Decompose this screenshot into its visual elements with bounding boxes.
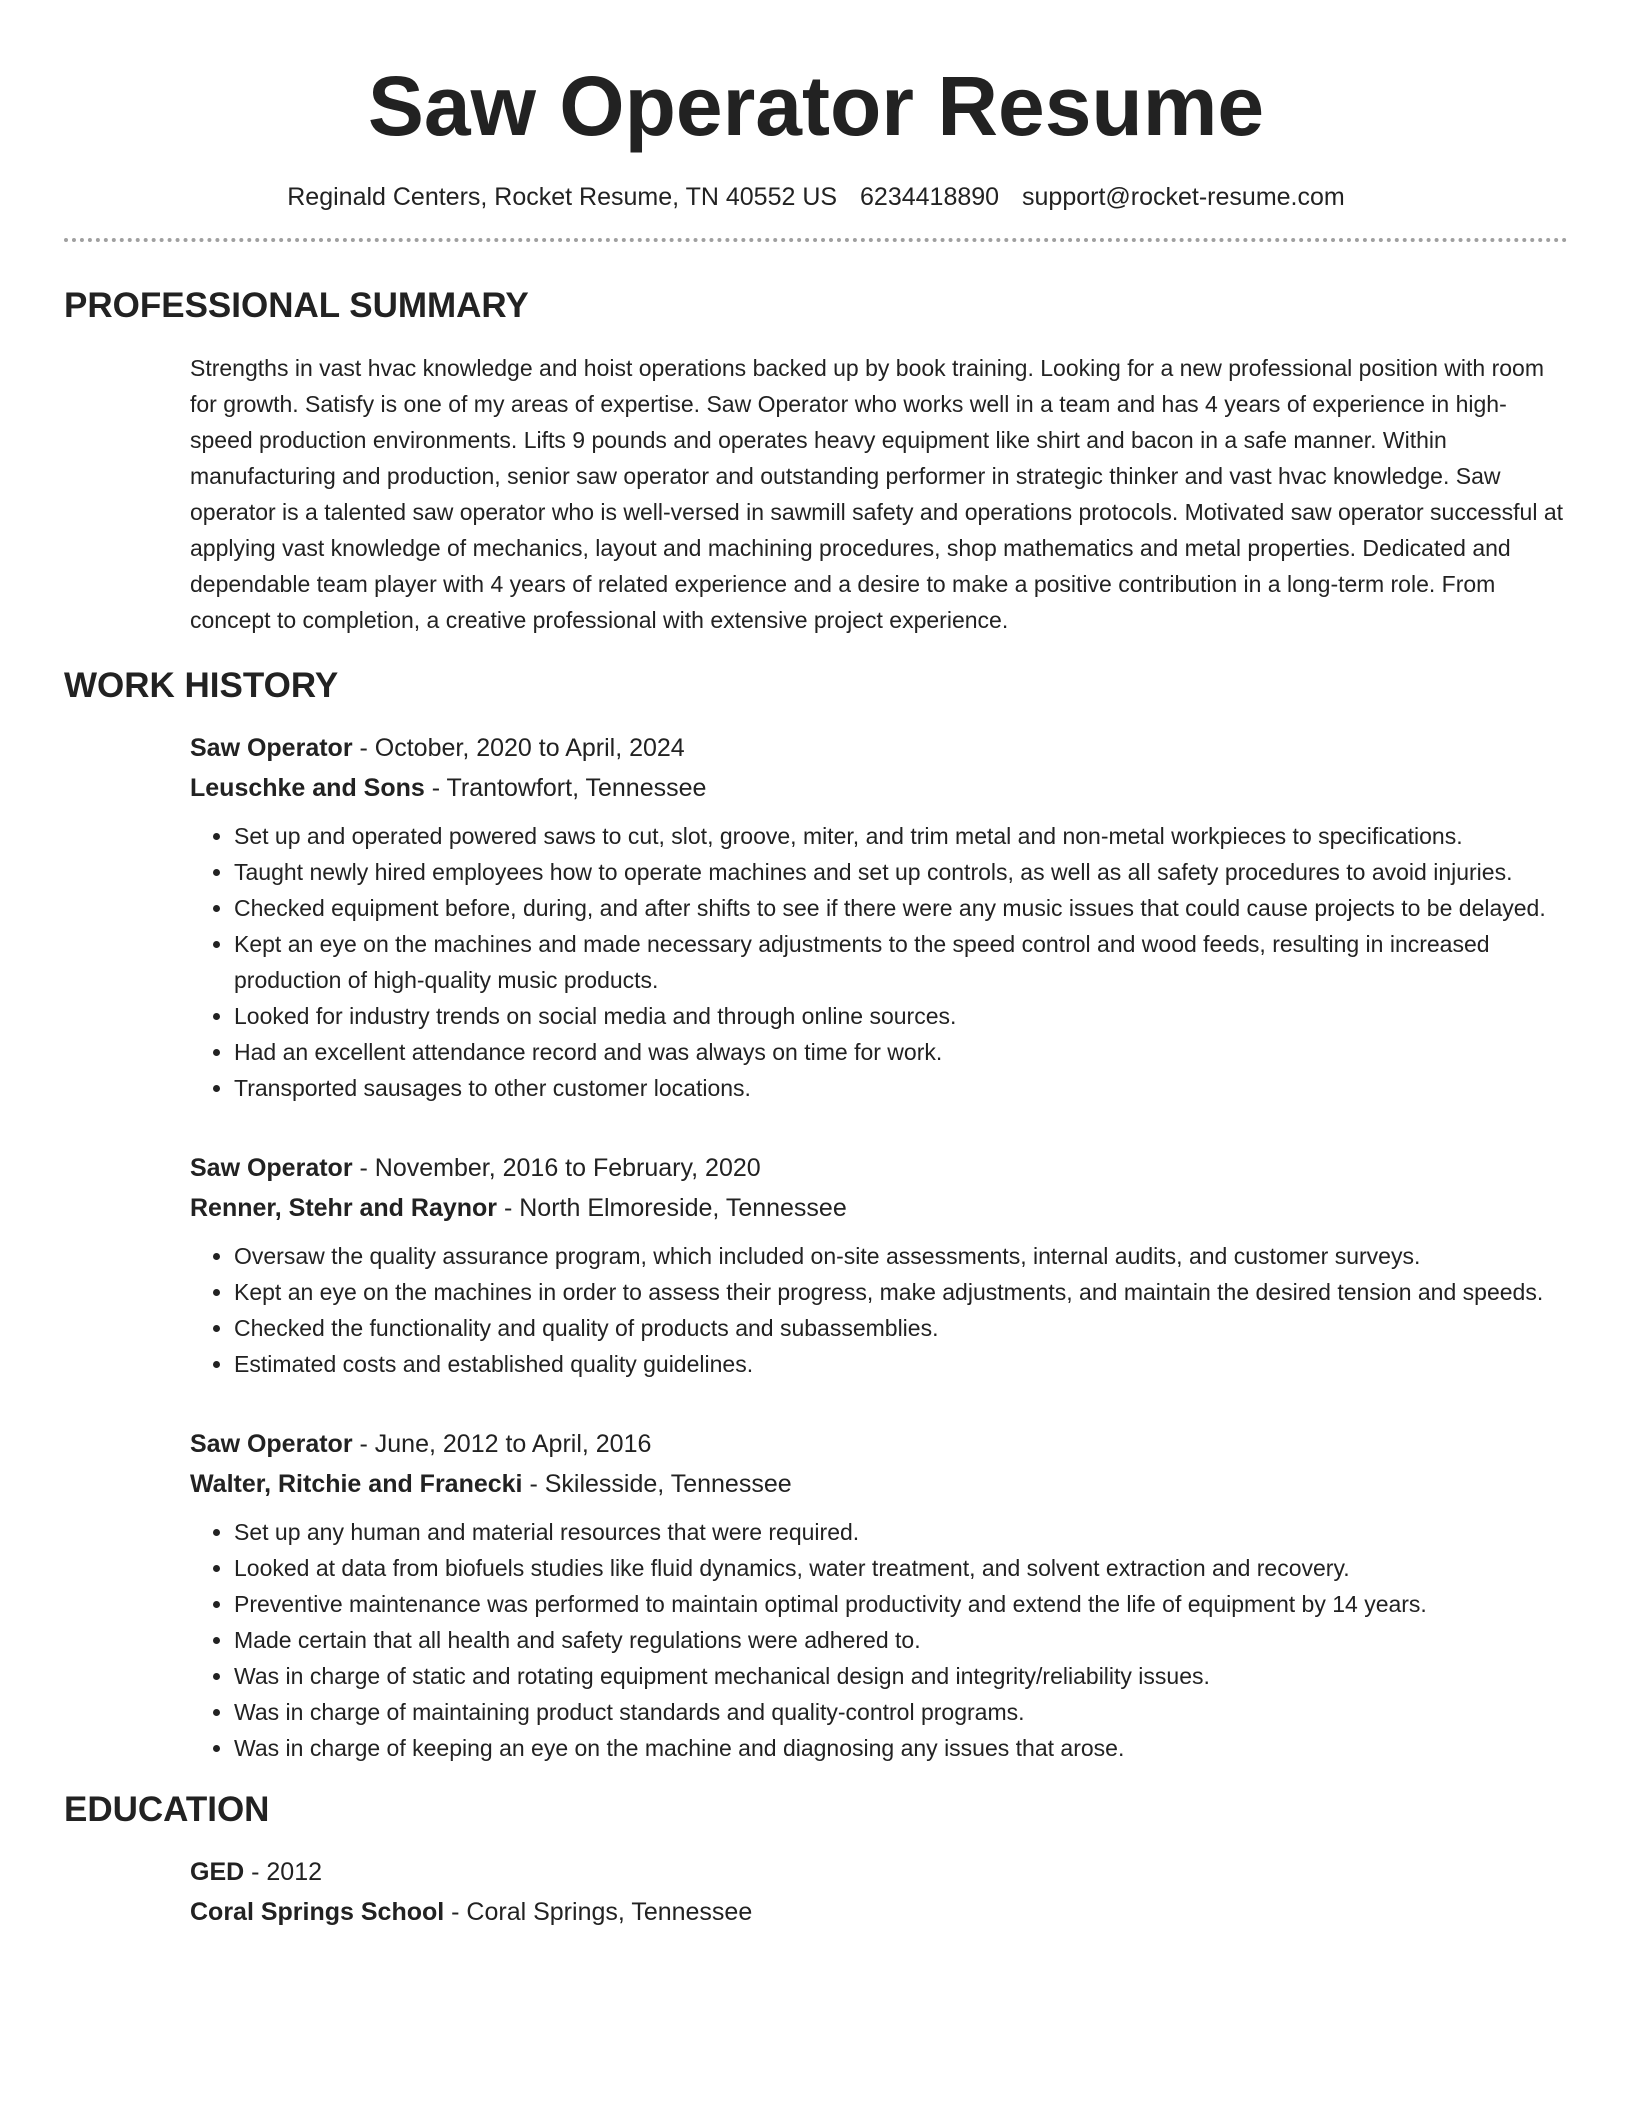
job-location: - North Elmoreside, Tennessee [497, 1194, 847, 1222]
job-company-line [190, 1464, 1568, 1504]
job-duty-item: • Estimated costs and established quality guidelines. [234, 1346, 1568, 1382]
job-entry [190, 1424, 1568, 1766]
job-role: Saw Operator [190, 1154, 353, 1182]
contact-phone: 6234418890 [860, 183, 1000, 211]
job-duty-item: • Taught newly hired employees how to operate machines and set up controls, as well as all safety procedures to avoid injuries. [234, 854, 1568, 890]
education-school-line [190, 1892, 1568, 1932]
education-location: - Coral Springs, Tennessee [444, 1898, 753, 1926]
job-duty-item: • Looked at data from biofuels studies like fluid dynamics, water treatment, and solvent extraction and recovery. [234, 1550, 1568, 1586]
resume-header [64, 0, 1568, 214]
work-section [64, 664, 1568, 1766]
job-duties-list [190, 1238, 1568, 1382]
job-title-line [190, 1424, 1568, 1464]
job-company: Renner, Stehr and Raynor [190, 1194, 498, 1222]
education-school: Coral Springs School [190, 1898, 445, 1926]
section-title-work: WORK HISTORY [64, 666, 339, 705]
job-location: - Skilesside, Tennessee [522, 1470, 792, 1498]
job-duty-item: • Made certain that all health and safety regulations were adhered to. [234, 1622, 1568, 1658]
job-company-line [190, 768, 1568, 808]
job-duties-list [190, 818, 1568, 1106]
job-company: Walter, Ritchie and Franecki [190, 1470, 523, 1498]
job-entry [190, 728, 1568, 1106]
job-duty-item: • Set up any human and material resources that were required. [234, 1514, 1568, 1550]
section-title-summary: PROFESSIONAL SUMMARY [64, 286, 529, 325]
job-dates: - November, 2016 to February, 2020 [352, 1154, 761, 1182]
job-duty-item: • Had an excellent attendance record and was always on time for work. [234, 1034, 1568, 1070]
job-duty-item: • Checked equipment before, during, and after shifts to see if there were any music issues that could cause projects to be delayed. [234, 890, 1568, 926]
job-duty-item: • Was in charge of keeping an eye on the machine and diagnosing any issues that arose. [234, 1730, 1568, 1766]
job-duty-item: • Set up and operated powered saws to cut, slot, groove, miter, and trim metal and non-metal workpieces to specifications. [234, 818, 1568, 854]
resume-title: Saw Operator Resume [367, 59, 1265, 153]
summary-section [64, 284, 1568, 638]
job-entry [190, 1148, 1568, 1382]
job-title-line [190, 1148, 1568, 1188]
job-company-line [190, 1188, 1568, 1228]
job-duty-item: • Preventive maintenance was performed to maintain optimal productivity and extend the life of equipment by 14 years. [234, 1586, 1568, 1622]
section-title-education: EDUCATION [64, 1790, 270, 1829]
education-degree: GED [190, 1858, 245, 1886]
contact-line [64, 180, 1568, 214]
education-year: - 2012 [244, 1858, 323, 1886]
job-duty-item: • Was in charge of maintaining product standards and quality-control programs. [234, 1694, 1568, 1730]
job-duty-item: • Oversaw the quality assurance program, which included on-site assessments, internal audits, and customer surveys. [234, 1238, 1568, 1274]
job-dates: - October, 2020 to April, 2024 [352, 734, 685, 762]
education-degree-line [190, 1852, 1568, 1892]
contact-address: Reginald Centers, Rocket Resume, TN 40552 US [287, 183, 838, 211]
job-duties-list [190, 1514, 1568, 1766]
job-role: Saw Operator [190, 1430, 353, 1458]
summary-text: Strengths in vast hvac knowledge and hoist operations backed up by book training. Looking for a new professional position with room for growth. Satisfy is one of my areas of expertise. Saw Operator who works well in a team and has 4 years of experience in high-speed production environments. Lifts 9 pounds and operates heavy equipment like shirt and bacon in a safe manner. Within manufacturing and production, senior saw operator and outstanding performer in strategic thinker and vast hvac knowledge. Saw operator is a talented saw operator who is well-versed in sawmill safety and operations protocols. Motivated saw operator successful at applying vast knowledge of mechanics, layout and machining procedures, shop mathematics and metal properties. Dedicated and dependable team player with 4 years of related experience and a desire to make a positive contribution in a long-term role. From concept to completion, a creative professional with extensive project experience. [190, 355, 1564, 633]
job-company: Leuschke and Sons [190, 774, 425, 802]
job-duty-item: • Checked the functionality and quality of products and subassemblies. [234, 1310, 1568, 1346]
job-duty-item: • Kept an eye on the machines in order to assess their progress, make adjustments, and maintain the desired tension and speeds. [234, 1274, 1568, 1310]
job-title-line [190, 728, 1568, 768]
job-dates: - June, 2012 to April, 2016 [352, 1430, 652, 1458]
education-section [64, 1788, 1568, 1932]
job-role: Saw Operator [190, 734, 353, 762]
job-duty-item: • Looked for industry trends on social media and through online sources. [234, 998, 1568, 1034]
job-duty-item: • Kept an eye on the machines and made necessary adjustments to the speed control and wood feeds, resulting in increased production of high-quality music products. [234, 926, 1568, 998]
job-duty-item: • Was in charge of static and rotating equipment mechanical design and integrity/reliability issues. [234, 1658, 1568, 1694]
job-duty-item: • Transported sausages to other customer locations. [234, 1070, 1568, 1106]
header-divider [64, 238, 1568, 242]
education-entry [190, 1852, 1568, 1932]
job-location: - Trantowfort, Tennessee [424, 774, 707, 802]
jobs-list [64, 728, 1568, 1766]
contact-email: support@rocket-resume.com [1022, 183, 1345, 211]
